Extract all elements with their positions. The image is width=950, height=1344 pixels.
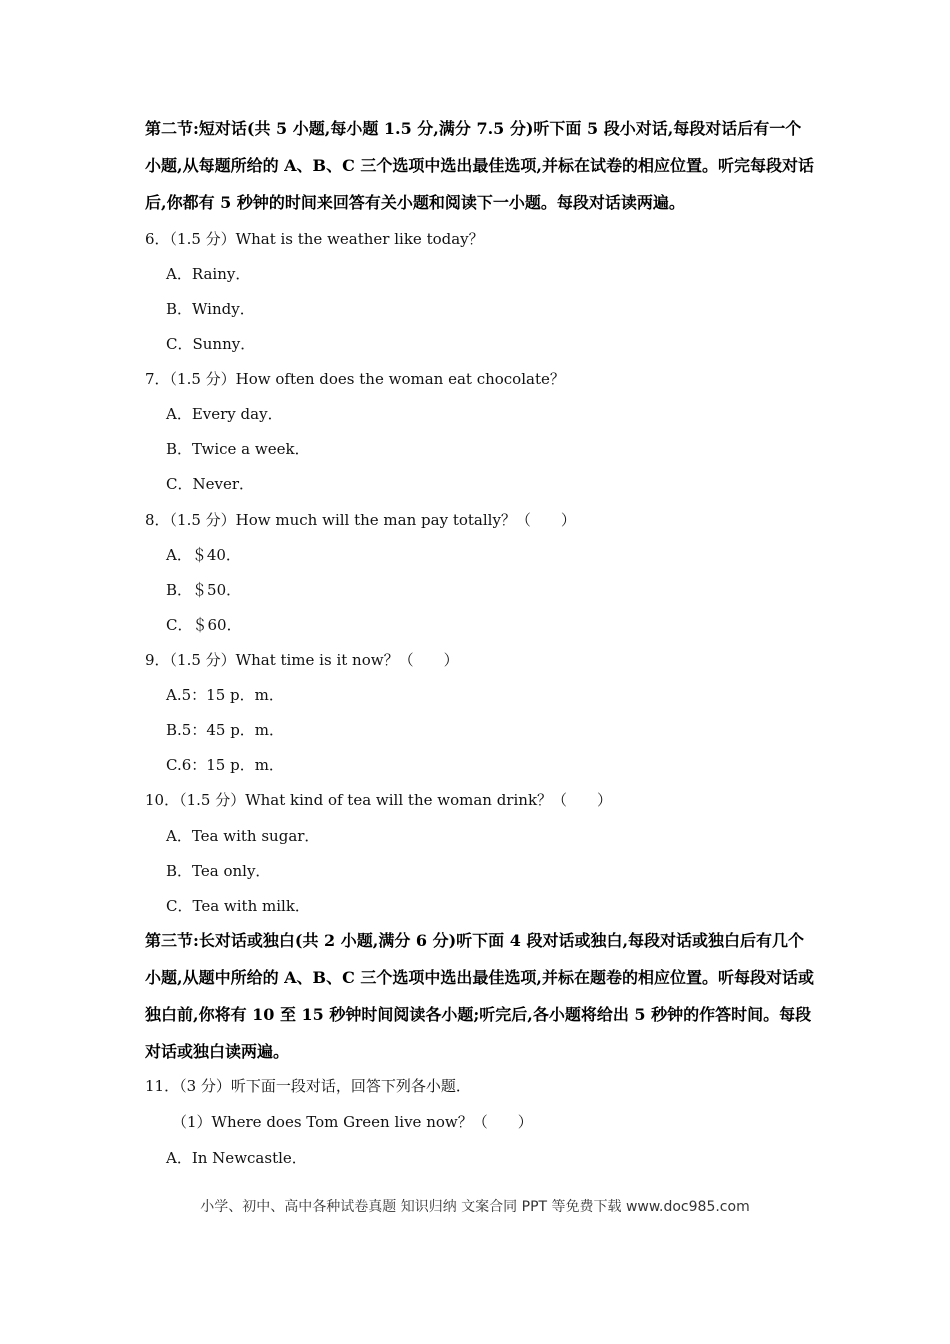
question-8-option-c: C．＄60． bbox=[166, 616, 242, 634]
question-10-stem: 10．（1.5 分）What kind of tea will the woman drink？（ ） bbox=[145, 791, 613, 809]
question-9-stem: 9．（1.5 分）What time is it now？（ ） bbox=[145, 651, 459, 669]
question-11-sub-1-option-a: A．In Newcastle． bbox=[166, 1149, 307, 1167]
question-10-option-b: B．Tea only． bbox=[166, 862, 271, 880]
question-9-option-c: C.6：15 p．m． bbox=[166, 756, 284, 774]
question-8-stem: 8．（1.5 分）How much will the man pay totally？（ ） bbox=[145, 511, 576, 529]
footer-watermark-text: 小学、初中、高中各种试卷真题 知识归纳 文案合同 PPT 等免费下载 www.doc985.com bbox=[200, 1199, 750, 1215]
question-6-option-a: A．Rainy． bbox=[166, 265, 251, 283]
question-9-option-a: A.5：15 p．m． bbox=[166, 686, 284, 704]
question-6-stem: 6．（1.5 分）What is the weather like today？ bbox=[145, 230, 484, 248]
question-8-option-b: B．＄50． bbox=[166, 581, 242, 599]
question-9-option-b: B.5：45 p．m． bbox=[166, 721, 285, 739]
question-7-option-a: A．Every day． bbox=[166, 405, 283, 423]
question-7-option-b: B．Twice a week． bbox=[166, 440, 310, 458]
question-10-option-c: C．Tea with milk． bbox=[166, 897, 310, 915]
question-11-stem: 11．（3 分）听下面一段对话，回答下列各小题． bbox=[145, 1077, 471, 1095]
question-10-option-a: A．Tea with sugar． bbox=[166, 827, 320, 845]
question-7-stem: 7．（1.5 分）How often does the woman eat chocolate？ bbox=[145, 370, 565, 388]
question-7-option-c: C．Never． bbox=[166, 475, 255, 493]
question-8-option-a: A．＄40． bbox=[166, 546, 241, 564]
question-6-option-b: B．Windy． bbox=[166, 300, 255, 318]
section-2-instructions: 第二节:短对话(共 5 小题,每小题 1.5 分,满分 7.5 分)听下面 5 段小对话,每段对话后有一个小题,从每题所给的 A、B、C 三个选项中选出最佳选项,并标在试卷的相应位置。听完每段对话后,你都有 5 秒钟的时间来回答有关小题和阅读下一小题。每段对话读两遍。 bbox=[145, 119, 814, 212]
question-11-sub-1: （1）Where does Tom Green live now？（ ） bbox=[172, 1113, 533, 1131]
section-3-instructions: 第三节:长对话或独白(共 2 小题,满分 6 分)听下面 4 段对话或独白,每段对话或独白后有几个小题,从题中所给的 A、B、C 三个选项中选出最佳选项,并标在题卷的相应位置。听每段对话或独白前,你将有 10 至 15 秒钟时间阅读各小题;听完后,各小题将给出 5 秒钟的作答时间。每段对话或独白读两遍。 bbox=[145, 931, 814, 1061]
question-6-option-c: C．Sunny． bbox=[166, 335, 256, 353]
